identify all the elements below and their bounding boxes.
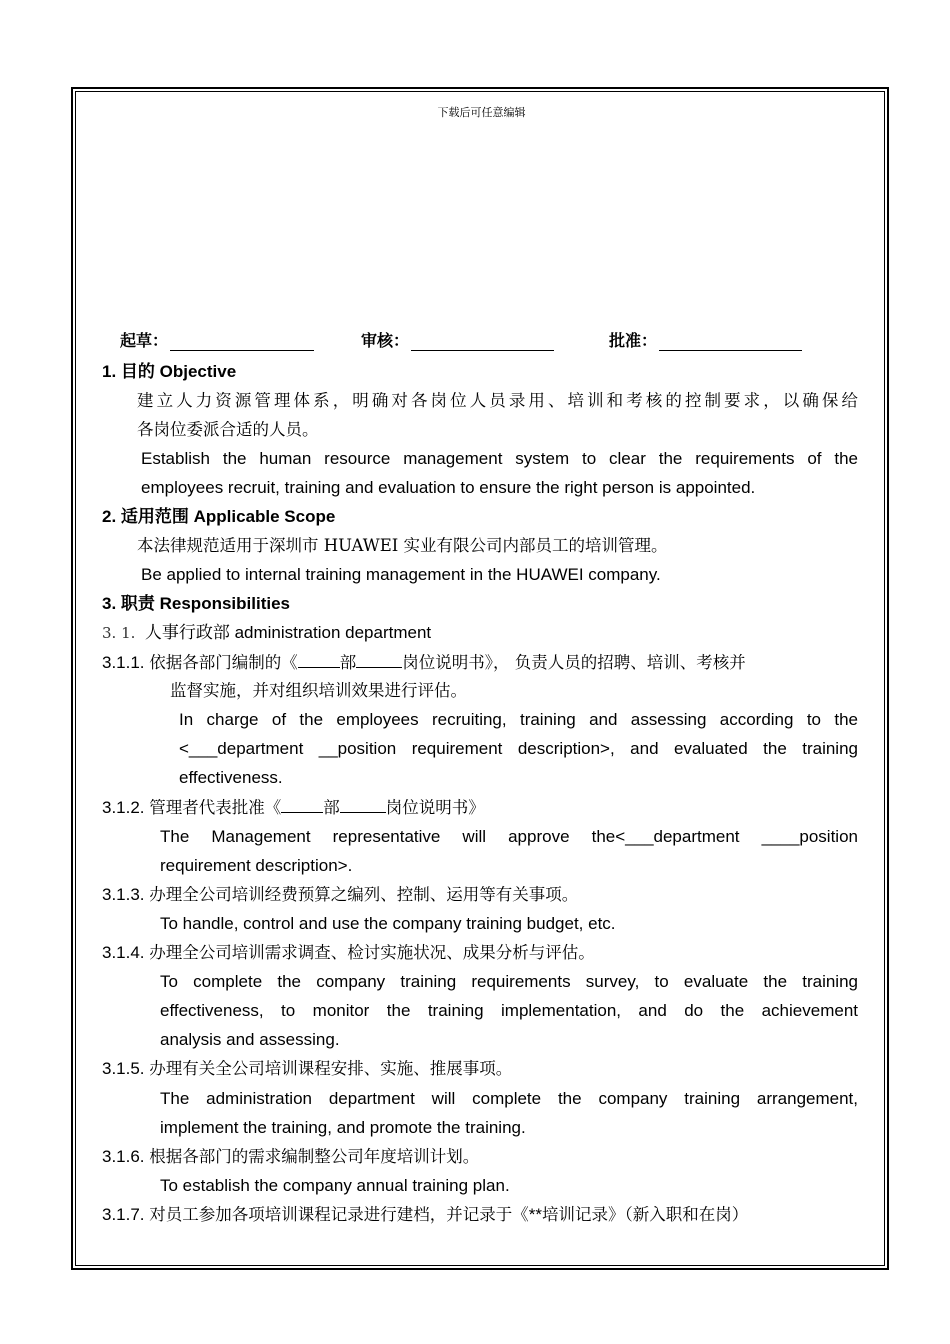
item-3-1-3-zh — [102, 884, 578, 906]
item-3-1-4-zh — [102, 942, 595, 964]
department-blank — [281, 796, 323, 813]
item-3-1-2-zh — [102, 796, 485, 819]
item-3-1-6-number: 3.1.6. — [102, 1147, 145, 1166]
position-blank — [340, 796, 386, 813]
review-blank — [411, 333, 554, 351]
item-3-1-3-number: 3.1.3. — [102, 885, 145, 904]
item-3-1-1-en-line-2: <___department __position requirement description>, and evaluated the training — [179, 739, 858, 758]
item-3-1-5-en-line-2: implement the training, and promote the training. — [160, 1118, 526, 1137]
section-2-zh: 本法律规范适用于深圳市 HUAWEI 实业有限公司内部员工的培训管理。 — [137, 536, 668, 555]
position-blank — [356, 651, 402, 668]
section-3-1-heading — [102, 622, 431, 644]
draft-blank — [170, 333, 314, 351]
item-3-1-7-zh-part-b: ** — [528, 1205, 543, 1224]
item-3-1-2-en-line-1: The Management representative will approve the<___department ____position — [160, 827, 858, 846]
item-3-1-3-zh-text: 办理全公司培训经费预算之编列、控制、运用等有关事项。 — [149, 885, 579, 904]
item-3-1-5-zh — [102, 1058, 512, 1080]
approve-blank — [659, 333, 802, 351]
item-3-1-6-zh — [102, 1146, 479, 1168]
item-3-1-3-en: To handle, control and use the company training budget, etc. — [160, 914, 616, 933]
section-1-en-line-1: Establish the human resource management system to clear the requirements of the — [141, 449, 858, 468]
item-3-1-1-zh-part-b: 部 — [339, 653, 357, 672]
item-3-1-2-number: 3.1.2. — [102, 798, 145, 817]
item-3-1-5-en-line-1: The administration department will complete the company training arrangement, — [160, 1089, 858, 1108]
item-3-1-7-zh-part-a: 对员工参加各项培训课程记录进行建档，并记录于《 — [149, 1205, 529, 1224]
item-3-1-7-zh — [102, 1204, 748, 1226]
approve-label: 批准： — [609, 333, 658, 350]
section-2-en: Be applied to internal training management in the HUAWEI company. — [141, 565, 661, 584]
item-3-1-4-number: 3.1.4. — [102, 943, 145, 962]
item-3-1-2-zh-part-b: 部 — [323, 798, 340, 817]
item-3-1-1-zh-part-c: 岗位说明书》， 负责人员的招聘、培训、考核并 — [402, 653, 746, 672]
section-3-1-text: 人事行政部 administration department — [144, 623, 432, 642]
section-1-title: 1. 目的 Objective — [102, 362, 237, 381]
section-3-title: 3. 职责 Responsibilities — [102, 594, 290, 613]
item-3-1-7-zh-part-c: 培训记录》（新入职和在岗） — [542, 1205, 749, 1224]
section-3-1-number: 3. 1. — [102, 624, 136, 642]
section-1-zh-line-1: 建立人力资源管理体系，明确对各岗位人员录用、培训和考核的控制要求，以确保给 — [137, 391, 858, 410]
item-3-1-2-en-line-2: requirement description>. — [160, 856, 353, 875]
item-3-1-6-zh-text: 根据各部门的需求编制整公司年度培训计划。 — [149, 1147, 480, 1166]
item-3-1-1-zh-line-2: 监督实施，并对组织培训效果进行评估。 — [170, 681, 467, 700]
section-1-en-line-2: employees recruit, training and evaluation to ensure the right person is appointed. — [141, 478, 756, 497]
item-3-1-1-en-line-3: effectiveness. — [179, 768, 283, 787]
item-3-1-4-en-line-3: analysis and assessing. — [160, 1030, 340, 1049]
item-3-1-7-number: 3.1.7. — [102, 1205, 145, 1224]
draft-signature — [120, 328, 314, 351]
item-3-1-1-zh-part-a: 依据各部门编制的《 — [149, 653, 298, 672]
approve-signature — [609, 328, 802, 351]
review-label: 审核： — [361, 333, 410, 350]
signature-row — [120, 328, 840, 352]
item-3-1-2-zh-part-c: 岗位说明书》 — [385, 798, 485, 817]
item-3-1-2-zh-part-a: 管理者代表批准《 — [149, 798, 282, 817]
draft-label: 起草： — [120, 333, 169, 350]
item-3-1-6-en: To establish the company annual training plan. — [160, 1176, 510, 1195]
header-note: 下载后可任意编辑 — [437, 106, 526, 119]
section-2-title: 2. 适用范围 Applicable Scope — [102, 507, 336, 526]
item-3-1-5-zh-text: 办理有关全公司培训课程安排、实施、推展事项。 — [149, 1059, 513, 1078]
item-3-1-4-en-line-1: To complete the company training requirements survey, to evaluate the training — [160, 972, 858, 991]
item-3-1-1-zh — [102, 651, 746, 674]
item-3-1-5-number: 3.1.5. — [102, 1059, 145, 1078]
item-3-1-4-zh-text: 办理全公司培训需求调查、检讨实施状况、成果分析与评估。 — [149, 943, 595, 962]
item-3-1-1-number: 3.1.1. — [102, 653, 145, 672]
item-3-1-1-en-line-1: In charge of the employees recruiting, training and assessing according to the — [179, 710, 858, 729]
review-signature — [361, 328, 554, 351]
item-3-1-4-en-line-2: effectiveness, to monitor the training implementation, and do the achievement — [160, 1001, 858, 1020]
department-blank — [298, 651, 340, 668]
section-1-zh-line-2: 各岗位委派合适的人员。 — [137, 420, 319, 439]
